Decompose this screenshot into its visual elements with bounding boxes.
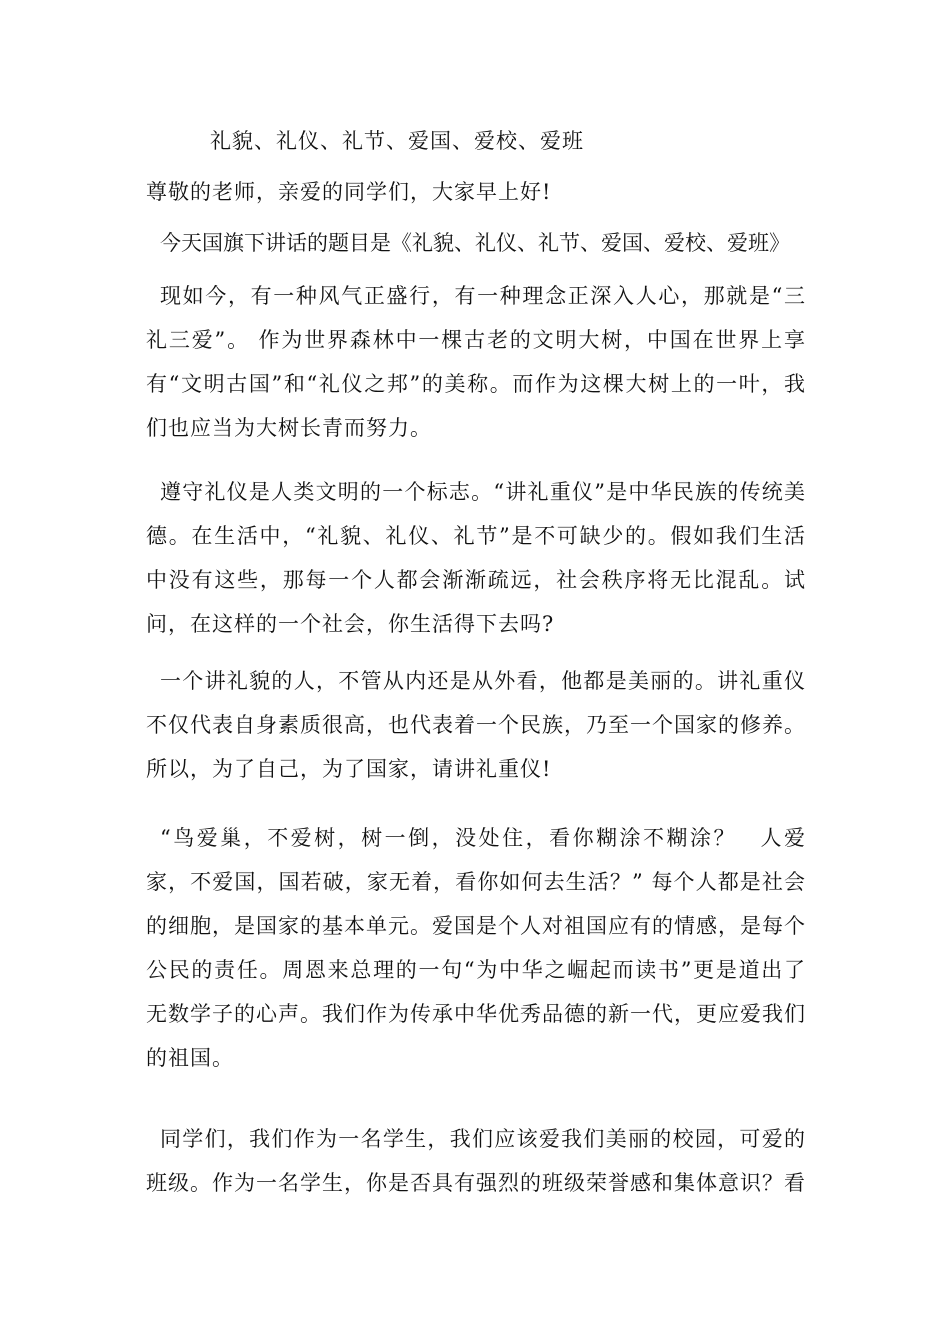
paragraph-text: 现如今，有一种风气正盛行，有一种理念正深入人心，那就是“三礼三爱”。 作为世界森林中一棵古老的文明大树，中国在世界上享有“文明古国”和“礼仪之邦”的美称。而作为这棵大树上的一叶，我们也应当为大树长青而努力。 — [146, 284, 806, 440]
paragraph-patriotism — [146, 816, 806, 1080]
document-title: 礼貌、礼仪、礼节、爱国、爱校、爱班 — [210, 129, 584, 153]
greeting-line: 尊敬的老师，亲爱的同学们，大家早上好! — [146, 180, 552, 204]
paragraph-love-school — [146, 1117, 806, 1205]
paragraph-etiquette-standard — [146, 470, 806, 646]
paragraph-text: 一个讲礼貌的人，不管从内还是从外看，他都是美丽的。讲礼重仪不仅代表自身素质很高，也代表着一个民族，乃至一个国家的修养。所以，为了自己，为了国家，请讲礼重仪! — [146, 669, 806, 781]
paragraph-text: 遵守礼仪是人类文明的一个标志。“讲礼重仪”是中华民族的传统美德。在生活中，“礼貌、礼仪、礼节”是不可缺少的。假如我们生活中没有这些，那每一个人都会渐渐疏远，社会秩序将无比混乱。试问，在这样的一个社会，你生活得下去吗? — [146, 480, 806, 636]
speech-topic: 今天国旗下讲话的题目是《礼貌、礼仪、礼节、爱国、爱校、爱班》 — [160, 231, 790, 255]
paragraph-etiquette-trend — [146, 274, 806, 450]
paragraph-text: “鸟爱巢，不爱树，树一倒，没处住，看你糊涂不糊涂？ 人爱家，不爱国，国若破，家无着，看你如何去生活？” 每个人都是社会的细胞，是国家的基本单元。爱国是个人对祖国应有的情感，是每个公民的责任。周恩来总理的一句“为中华之崛起而读书”更是道出了无数学子的心声。我们作为传承中华优秀品德的新一代，更应爱我们的祖国。 — [146, 826, 806, 1070]
paragraph-polite-person — [146, 659, 806, 791]
paragraph-text: 同学们，我们作为一名学生，我们应该爱我们美丽的校园，可爱的班级。作为一名学生，你是否具有强烈的班级荣誉感和集体意识？看 — [146, 1127, 806, 1195]
